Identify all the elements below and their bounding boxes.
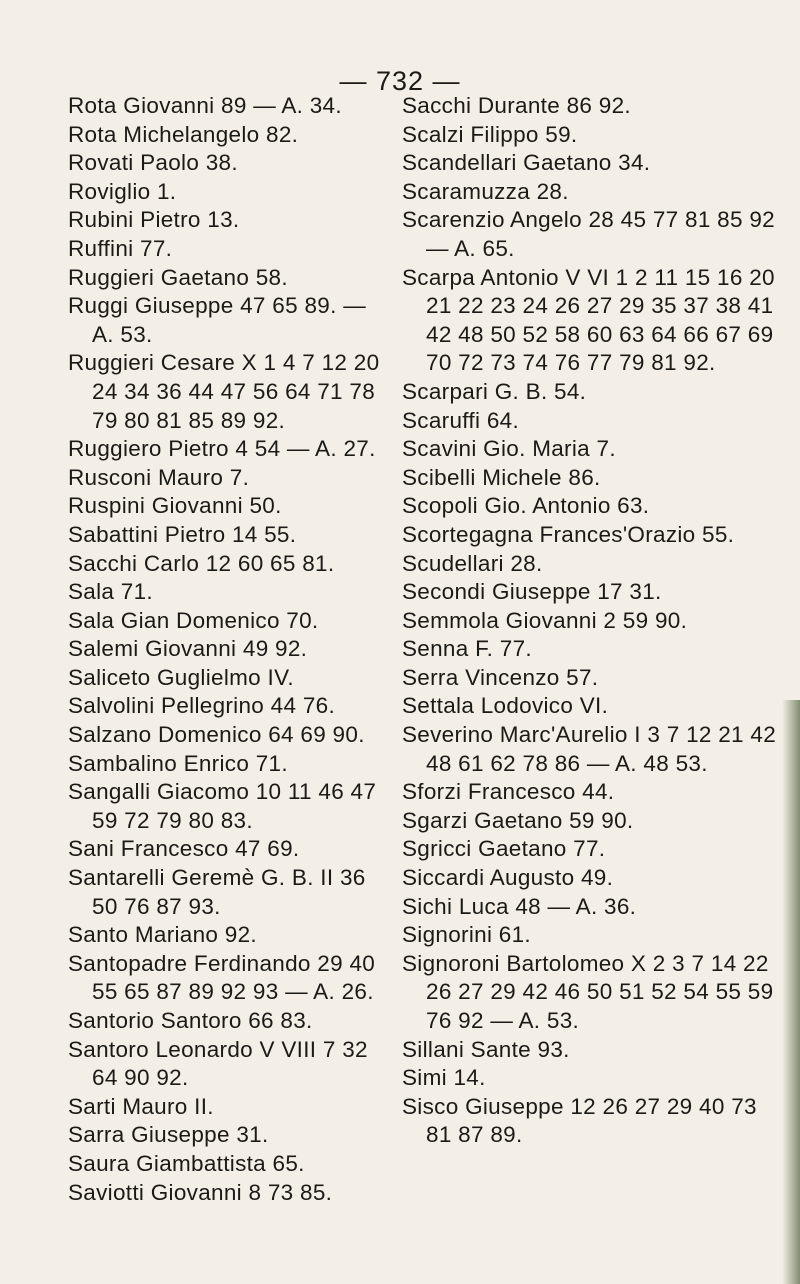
- index-entry: Rota Michelangelo 82.: [68, 121, 299, 147]
- index-column-right: [402, 92, 782, 1150]
- index-entry: Ruffini 77.: [68, 235, 173, 261]
- index-entry: Sichi Luca 48 — A. 36.: [402, 893, 637, 919]
- index-entry: Sgarzi Gaetano 59 90.: [402, 807, 634, 833]
- index-entry: Semmola Giovanni 2 59 90.: [402, 607, 688, 633]
- index-entry: Scortegagna Frances'Orazio 55.: [402, 521, 735, 547]
- index-entry: Sgricci Gaetano 77.: [402, 836, 606, 862]
- index-entry: Simi 14.: [402, 1065, 486, 1091]
- index-entry: Rota Giovanni 89 — A. 34.: [68, 93, 342, 118]
- index-entry: Sisco Giuseppe 12 26 27 29 40 73 81 87 89.: [402, 1093, 757, 1148]
- index-entry: Santorio Santoro 66 83.: [68, 1008, 313, 1033]
- index-entry: Sarra Giuseppe 31.: [68, 1122, 269, 1148]
- index-entry: Scandellari Gaetano 34.: [402, 150, 651, 176]
- index-entry: Sani Francesco 47 69.: [68, 836, 300, 862]
- index-entry: Siccardi Augusto 49.: [402, 865, 614, 891]
- index-entry: Signoroni Bartolomeo X 2 3 7 14 22 26 27 29 42 46 50 51 52 54 55 59 76 92 — A. 53.: [402, 950, 774, 1033]
- index-entry: Salzano Domenico 64 69 90.: [68, 722, 365, 748]
- index-entry: Scopoli Gio. Antonio 63.: [402, 493, 650, 519]
- index-entry: Scibelli Michele 86.: [402, 464, 601, 490]
- index-entry: Severino Marc'Aurelio I 3 7 12 21 42 48 61 62 78 86 — A. 48 53.: [402, 722, 777, 776]
- index-entry: Secondi Giuseppe 17 31.: [402, 579, 662, 605]
- index-entry: Rovati Paolo 38.: [68, 150, 238, 176]
- index-entry: Salvolini Pellegrino 44 76.: [68, 693, 336, 719]
- index-entry: Scaruffi 64.: [402, 407, 520, 433]
- index-entry: Ruspini Giovanni 50.: [68, 493, 282, 519]
- index-entry: Ruggieri Cesare X 1 4 7 12 20 24 34 36 44 47 56 64 71 78 79 80 81 85 89 92.: [68, 350, 380, 433]
- index-entry: Santo Mariano 92.: [68, 922, 257, 948]
- index-entry: Scalzi Filippo 59.: [402, 121, 578, 147]
- index-entry: Settala Lodovico VI.: [402, 693, 609, 719]
- index-entry: Scarenzio Angelo 28 45 77 81 85 92 — A. 65.: [402, 207, 775, 261]
- index-entry: Sacchi Durante 86 92.: [402, 93, 631, 118]
- index-entry: Sala 71.: [68, 579, 153, 605]
- index-entry: Senna F. 77.: [402, 636, 532, 662]
- index-entry: Roviglio 1.: [68, 178, 177, 204]
- index-entry: Saviotti Giovanni 8 73 85.: [68, 1179, 333, 1205]
- index-entry: Santopadre Ferdinando 29 40 55 65 87 89 92 93 — A. 26.: [68, 950, 376, 1005]
- index-entry: Signorini 61.: [402, 922, 531, 948]
- index-entry: Sabattini Pietro 14 55.: [68, 521, 297, 547]
- index-entry: Rubini Pietro 13.: [68, 207, 240, 233]
- index-column-left: [68, 92, 386, 1207]
- index-entry: Sacchi Carlo 12 60 65 81.: [68, 550, 335, 576]
- index-entry: Sangalli Giacomo 10 11 46 47 59 72 79 80 83.: [68, 779, 377, 833]
- index-entry: Scarpari G. B. 54.: [402, 378, 587, 404]
- index-entry: Sillani Sante 93.: [402, 1036, 570, 1062]
- index-entry: Salemi Giovanni 49 92.: [68, 636, 308, 662]
- index-entry: Saliceto Guglielmo IV.: [68, 664, 294, 690]
- index-entry: Scudellari 28.: [402, 550, 543, 576]
- index-entry: Scavini Gio. Maria 7.: [402, 436, 616, 462]
- index-entry: Sarti Mauro II.: [68, 1093, 214, 1119]
- index-entry: Santarelli Geremè G. B. II 36 50 76 87 93.: [68, 865, 366, 919]
- index-entry: Saura Giambattista 65.: [68, 1150, 305, 1176]
- index-entry: Ruggi Giuseppe 47 65 89. — A. 53.: [68, 293, 366, 347]
- index-entry: Scaramuzza 28.: [402, 178, 569, 204]
- index-entry: Ruggiero Pietro 4 54 — A. 27.: [68, 436, 376, 462]
- page-number: — 732 —: [339, 66, 461, 96]
- index-entry: Santoro Leonardo V VIII 7 32 64 90 92.: [68, 1036, 368, 1091]
- index-entry: Sambalino Enrico 71.: [68, 750, 288, 776]
- index-entry: Rusconi Mauro 7.: [68, 464, 250, 490]
- index-entry: Ruggieri Gaetano 58.: [68, 264, 288, 290]
- index-entry: Serra Vincenzo 57.: [402, 664, 599, 690]
- index-entry: Scarpa Antonio V VI 1 2 11 15 16 20 21 22 23 24 26 27 29 35 37 38 41 42 48 50 52 58 60 63 64 66 67 69 70 72 73 74 76 77 79 81 92.: [402, 264, 775, 376]
- index-entry: Sforzi Francesco 44.: [402, 779, 615, 805]
- index-entry: Sala Gian Domenico 70.: [68, 607, 319, 633]
- page-edge-shadow: [782, 700, 800, 1284]
